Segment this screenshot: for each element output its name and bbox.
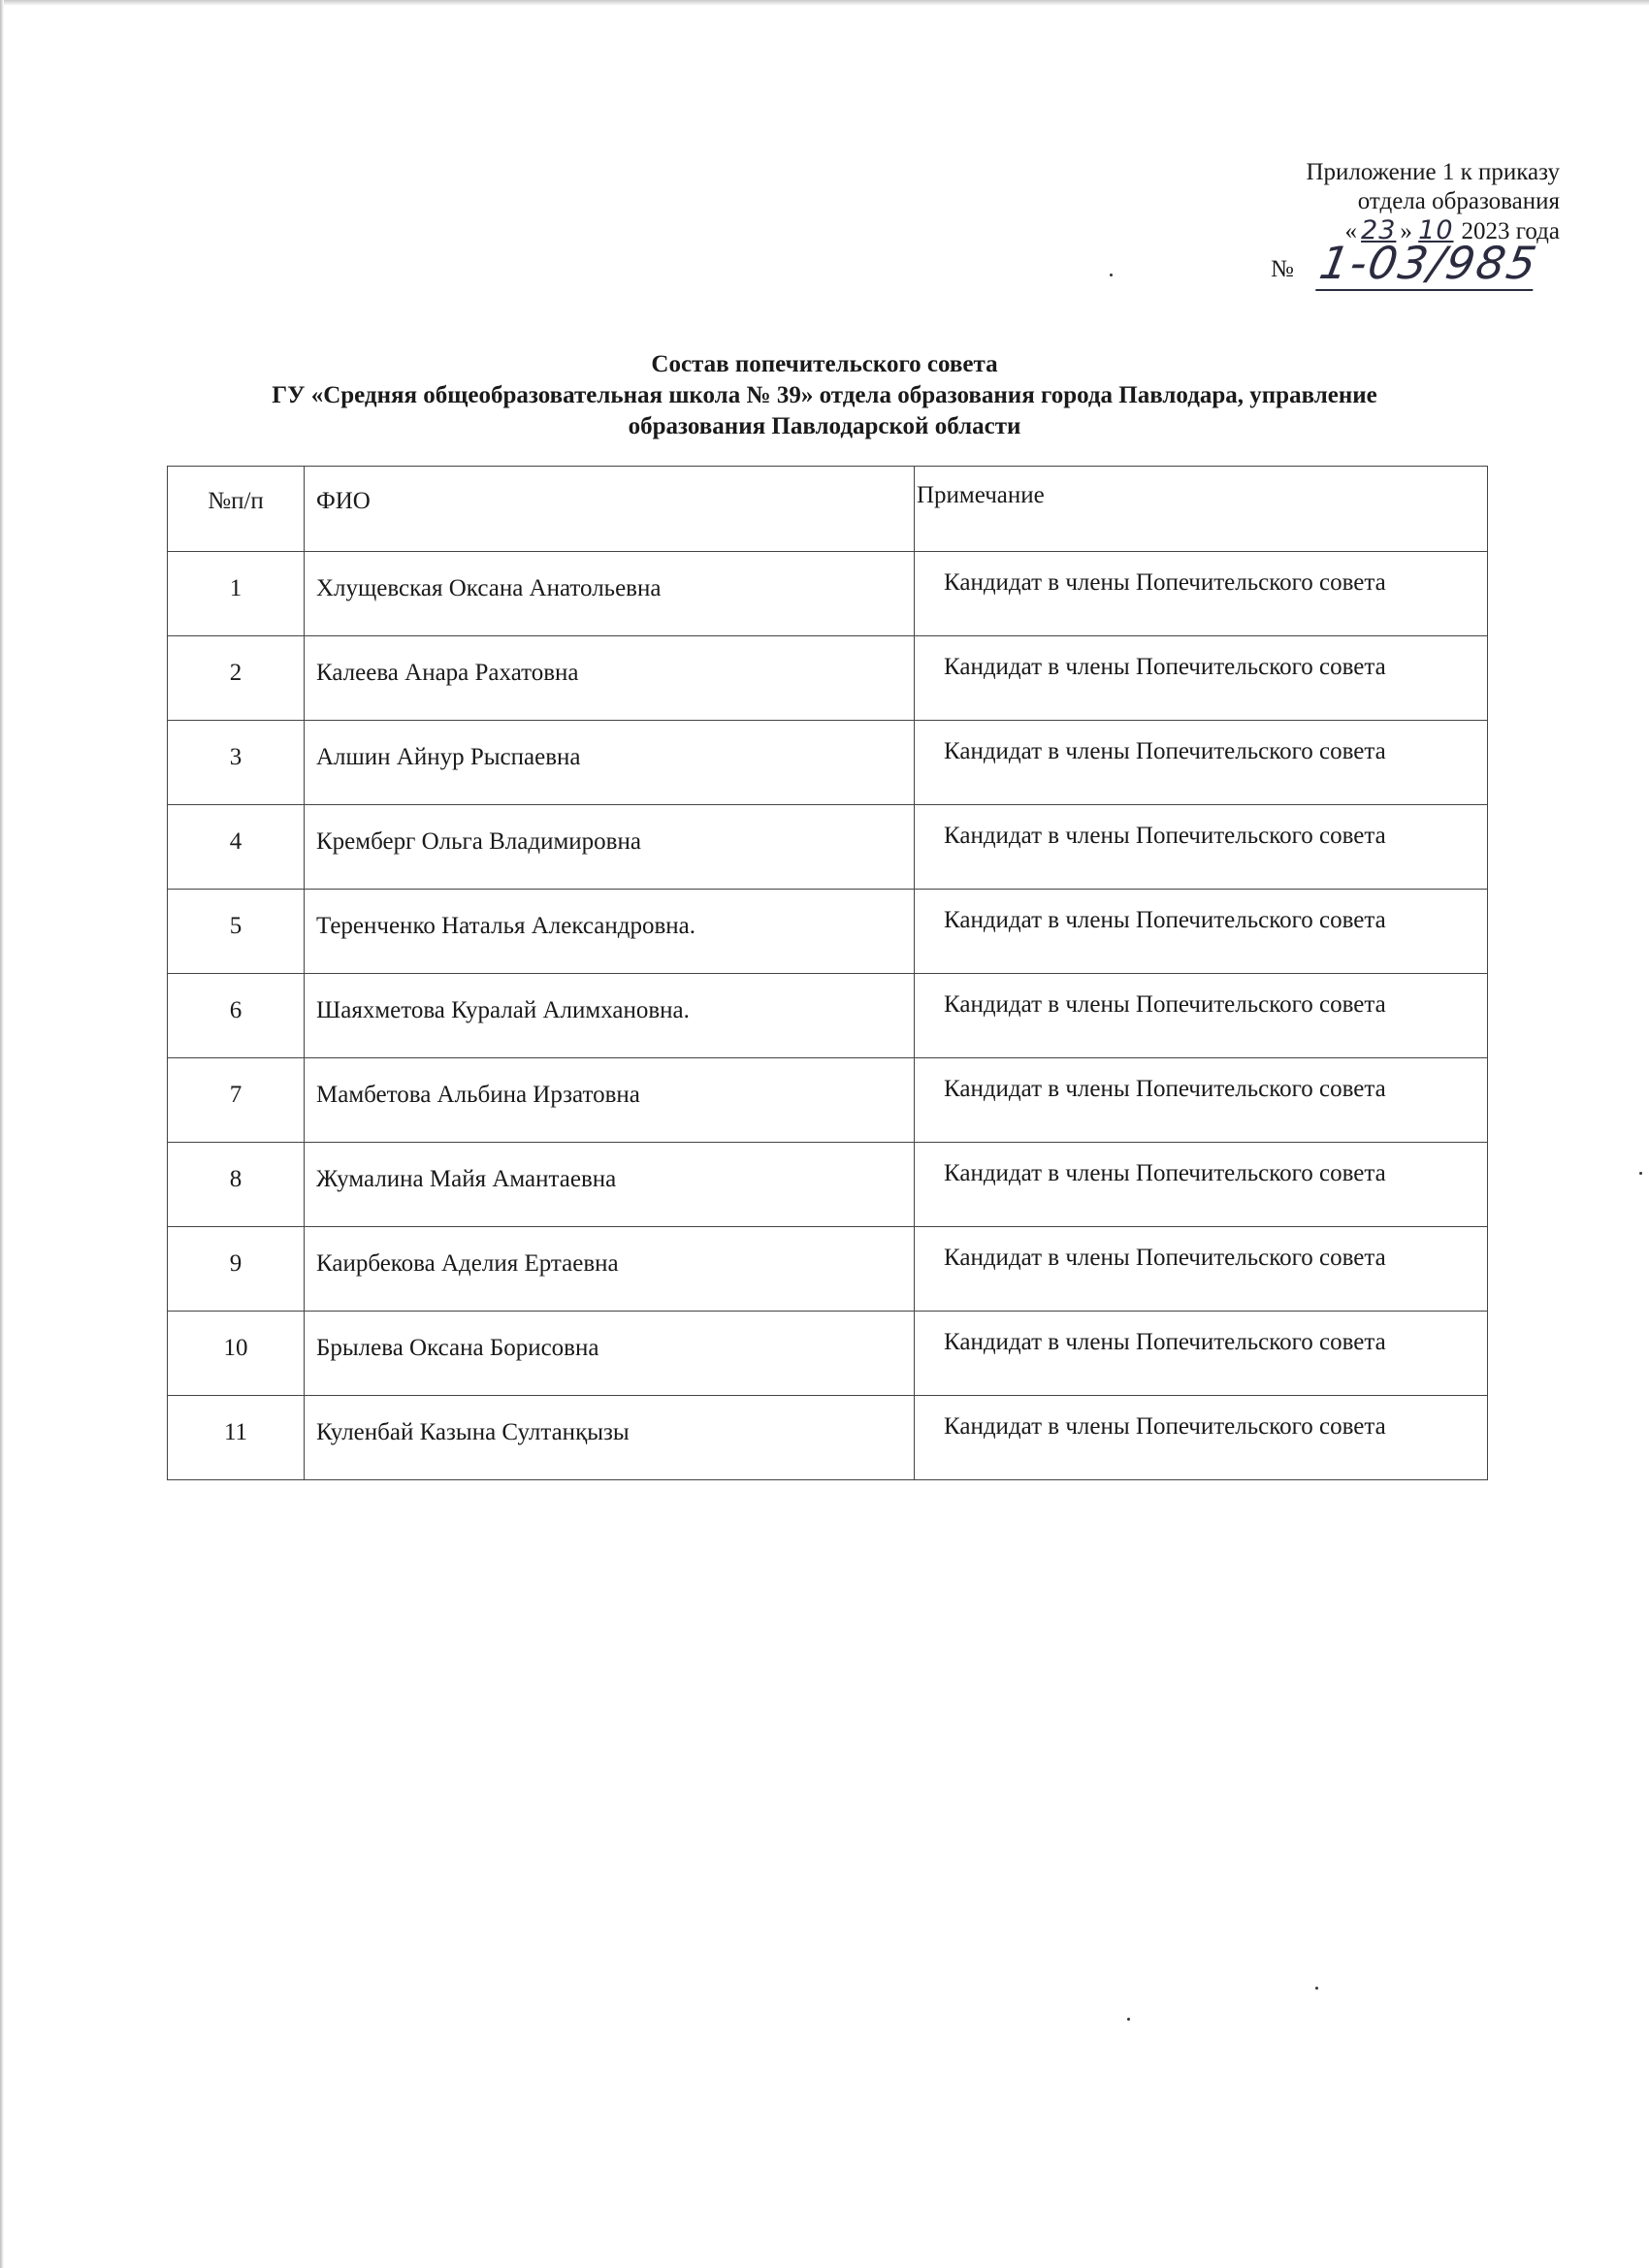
row-num-cell bbox=[168, 805, 305, 890]
row-note: Кандидат в члены Попечительского совета bbox=[944, 1076, 1386, 1102]
row-fio-cell bbox=[305, 890, 915, 974]
row-num-cell bbox=[168, 636, 305, 721]
row-num: 9 bbox=[229, 1250, 242, 1277]
table-row bbox=[168, 721, 1488, 805]
row-note: Кандидат в члены Попечительского совета bbox=[944, 1160, 1386, 1186]
row-fio: Жумалина Майя Амантаевна bbox=[316, 1166, 617, 1192]
row-note-cell bbox=[915, 636, 1488, 721]
row-note: Кандидат в члены Попечительского совета bbox=[944, 569, 1386, 596]
row-num-cell bbox=[168, 974, 305, 1058]
annex-line-1: Приложение 1 к приказу bbox=[1306, 159, 1560, 185]
row-num-cell bbox=[168, 1312, 305, 1396]
council-table bbox=[167, 466, 1488, 1480]
row-num: 10 bbox=[223, 1335, 248, 1361]
header-note bbox=[915, 467, 1488, 552]
row-num: 1 bbox=[229, 575, 242, 601]
table-row bbox=[168, 805, 1488, 890]
row-fio-cell bbox=[305, 974, 915, 1058]
row-fio: Хлущевская Оксана Анатольевна bbox=[316, 575, 662, 601]
table-header-row bbox=[168, 467, 1488, 552]
row-note: Кандидат в члены Попечительского совета bbox=[944, 1245, 1386, 1271]
header-num-text: №п/п bbox=[208, 488, 264, 514]
table-row bbox=[168, 1143, 1488, 1227]
scan-edge-left bbox=[0, 0, 4, 2268]
header-fio-text: ФИО bbox=[316, 488, 371, 514]
scan-speck bbox=[1639, 1172, 1642, 1175]
handwritten-order-number: 1-03/985 bbox=[1315, 237, 1542, 289]
document-title bbox=[155, 349, 1494, 442]
row-note: Кандидат в члены Попечительского совета bbox=[944, 991, 1386, 1018]
row-num: 4 bbox=[229, 828, 242, 855]
row-fio-cell bbox=[305, 1312, 915, 1396]
row-note: Кандидат в члены Попечительского совета bbox=[944, 823, 1386, 849]
council-table-wrap bbox=[167, 466, 1488, 1480]
row-fio: Алшин Айнур Рыспаевна bbox=[316, 744, 581, 770]
row-num-cell bbox=[168, 890, 305, 974]
row-num-cell bbox=[168, 1058, 305, 1143]
table-row bbox=[168, 636, 1488, 721]
order-number bbox=[1271, 237, 1542, 297]
row-note-cell bbox=[915, 552, 1488, 636]
row-num: 2 bbox=[229, 660, 242, 686]
date-year: 2023 года bbox=[1461, 218, 1560, 244]
scan-speck bbox=[1315, 1987, 1318, 1990]
row-num-cell bbox=[168, 1396, 305, 1480]
row-note-cell bbox=[915, 890, 1488, 974]
row-num: 7 bbox=[229, 1082, 242, 1108]
row-note-cell bbox=[915, 1227, 1488, 1312]
table-row bbox=[168, 552, 1488, 636]
row-fio-cell bbox=[305, 721, 915, 805]
row-num: 8 bbox=[229, 1166, 242, 1192]
row-fio: Куленбай Казына Султанқызы bbox=[316, 1419, 630, 1445]
row-fio: Мамбетова Альбина Ирзатовна bbox=[316, 1082, 640, 1108]
row-note: Кандидат в члены Попечительского совета bbox=[944, 654, 1386, 680]
row-note: Кандидат в члены Попечительского совета bbox=[944, 907, 1386, 933]
row-fio: Калеева Анара Рахатовна bbox=[316, 660, 579, 686]
row-note-cell bbox=[915, 805, 1488, 890]
row-fio-cell bbox=[305, 805, 915, 890]
annex-block bbox=[1306, 158, 1560, 246]
row-note-cell bbox=[915, 974, 1488, 1058]
row-fio-cell bbox=[305, 552, 915, 636]
row-num: 3 bbox=[229, 744, 242, 770]
row-fio-cell bbox=[305, 1143, 915, 1227]
table-row bbox=[168, 1058, 1488, 1143]
row-note-cell bbox=[915, 1143, 1488, 1227]
annex-line-2: отдела образования bbox=[1357, 188, 1560, 214]
row-fio: Кремберг Ольга Владимировна bbox=[316, 828, 641, 855]
row-fio-cell bbox=[305, 1396, 915, 1480]
row-fio: Шаяхметова Куралай Алимхановна. bbox=[316, 997, 690, 1023]
row-note-cell bbox=[915, 1312, 1488, 1396]
title-line-3: образования Павлодарской области bbox=[628, 413, 1021, 439]
row-note-cell bbox=[915, 721, 1488, 805]
order-number-label: № bbox=[1271, 256, 1294, 282]
header-num bbox=[168, 467, 305, 552]
table-row bbox=[168, 974, 1488, 1058]
header-fio bbox=[305, 467, 915, 552]
date-close-quote: » bbox=[1400, 218, 1412, 244]
table-row bbox=[168, 890, 1488, 974]
date-open-quote: « bbox=[1344, 218, 1358, 244]
row-note-cell bbox=[915, 1058, 1488, 1143]
row-num-cell bbox=[168, 1143, 305, 1227]
table-row bbox=[168, 1227, 1488, 1312]
title-line-2: ГУ «Средняя общеобразовательная школа № 39» отдела образования города Павлодара, управление bbox=[272, 382, 1377, 408]
row-num-cell bbox=[168, 721, 305, 805]
scan-speck bbox=[1110, 274, 1113, 276]
header-note-text: Примечание bbox=[917, 482, 1045, 508]
table-row bbox=[168, 1312, 1488, 1396]
table-row bbox=[168, 1396, 1488, 1480]
title-line-1: Состав попечительского совета bbox=[651, 351, 998, 377]
handwritten-month: 10 bbox=[1418, 215, 1454, 245]
row-fio: Каирбекова Аделия Ертаевна bbox=[316, 1250, 619, 1277]
row-note: Кандидат в члены Попечительского совета bbox=[944, 1329, 1386, 1355]
row-fio-cell bbox=[305, 1058, 915, 1143]
row-num: 5 bbox=[229, 913, 242, 939]
row-fio-cell bbox=[305, 636, 915, 721]
row-num-cell bbox=[168, 1227, 305, 1312]
row-note-cell bbox=[915, 1396, 1488, 1480]
row-num: 6 bbox=[229, 997, 242, 1023]
scan-edge-top bbox=[0, 0, 1649, 6]
row-fio-cell bbox=[305, 1227, 915, 1312]
row-fio: Брылева Оксана Борисовна bbox=[316, 1335, 599, 1361]
row-num-cell bbox=[168, 552, 305, 636]
scan-speck bbox=[1127, 2018, 1130, 2021]
row-note: Кандидат в члены Попечительского совета bbox=[944, 738, 1386, 764]
handwritten-day: 23 bbox=[1361, 215, 1397, 245]
row-num: 11 bbox=[223, 1419, 248, 1445]
row-note: Кандидат в члены Попечительского совета bbox=[944, 1413, 1386, 1440]
row-fio: Теренченко Наталья Александровна. bbox=[316, 913, 696, 939]
